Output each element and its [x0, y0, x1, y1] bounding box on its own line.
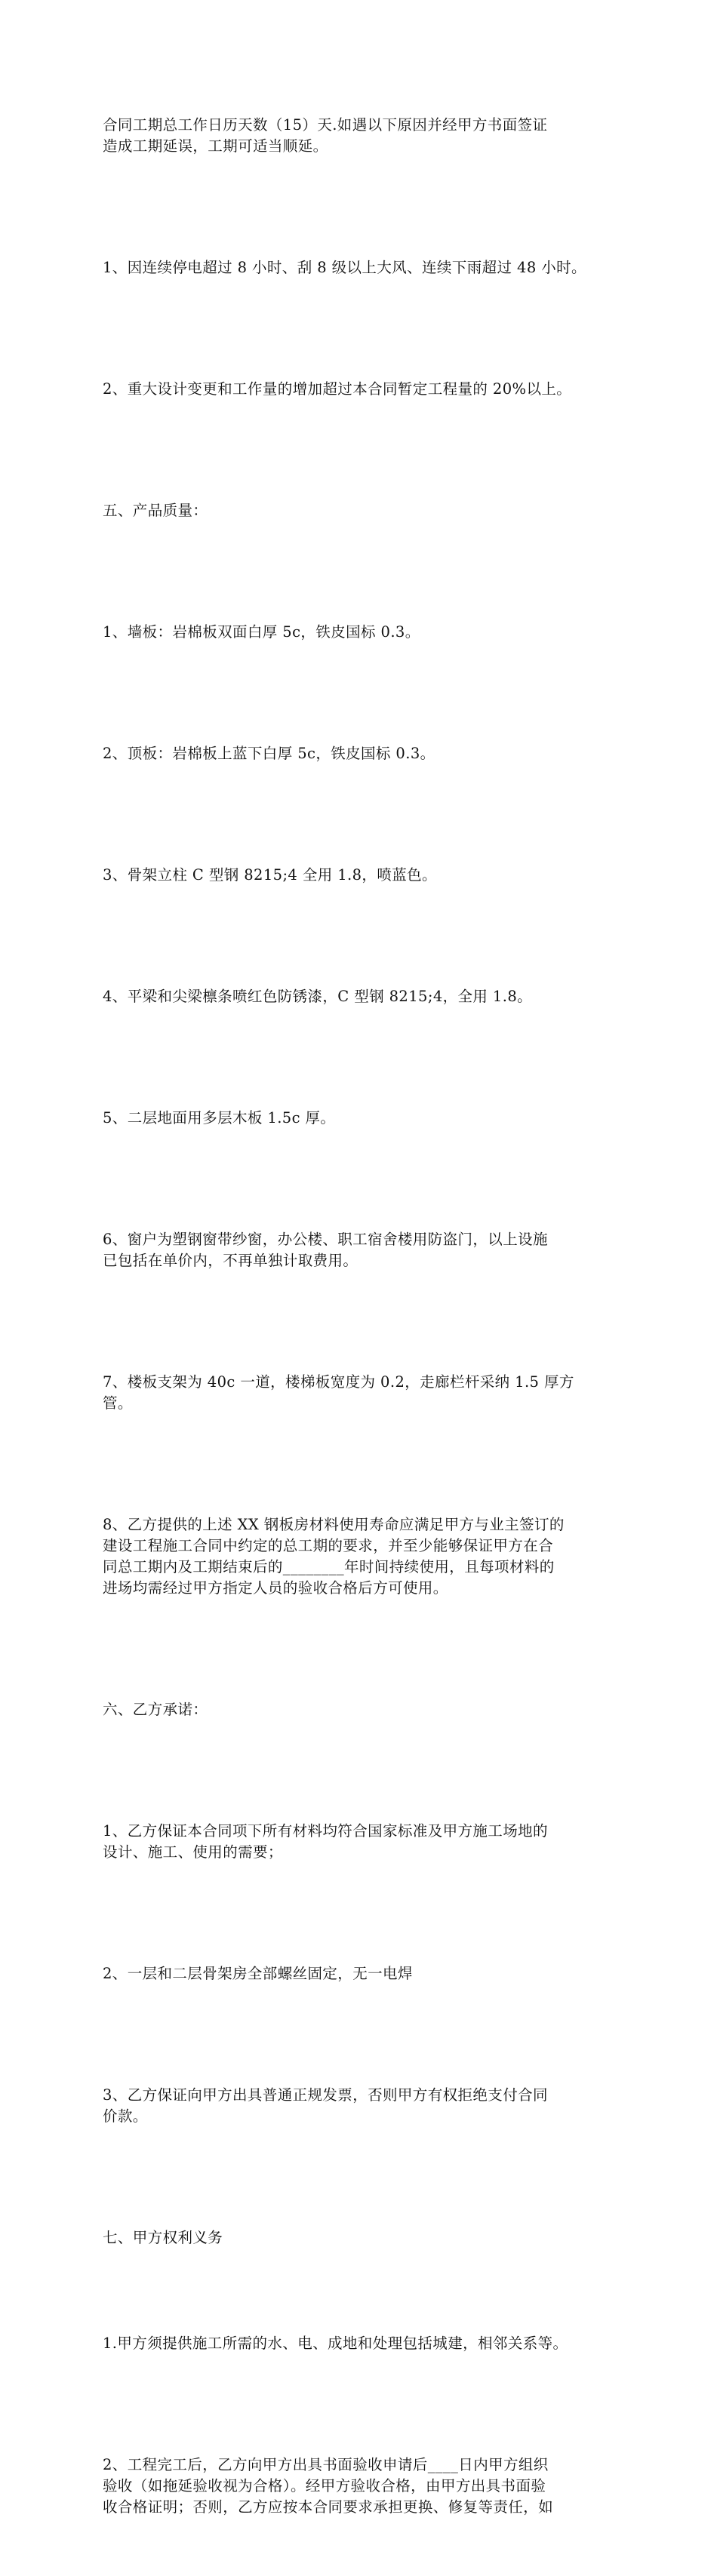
text-line: 1、乙方保证本合同项下所有材料均符合国家标准及甲方施工场地的	[103, 1822, 548, 1840]
section-heading-quality	[103, 458, 616, 564]
text-line: 2、重大设计变更和工作量的增加超过本合同暂定工程量的 20%以上。	[103, 380, 572, 398]
text-line: 设计、施工、使用的需要；	[103, 1843, 283, 1861]
paragraph-quality-4	[103, 944, 616, 1050]
text-line: 1、因连续停电超过 8 小时、刮 8 级以上大风、连续下雨超过 48 小时。	[103, 259, 586, 276]
paragraph-quality-3	[103, 822, 616, 928]
paragraph-quality-2	[103, 701, 616, 807]
text-line: 已包括在单价内，不再单独计取费用。	[103, 1252, 358, 1269]
text-line: 五、产品质量：	[103, 502, 208, 519]
text-line: 2、工程完工后，乙方向甲方出具书面验收申请后____日内甲方组织	[103, 2456, 549, 2473]
text-line: 3、骨架立柱 C 型钢 8215;4 全用 1.8，喷蓝色。	[103, 866, 437, 884]
paragraph-quality-6	[103, 1187, 616, 1314]
paragraph-promise-3	[103, 2043, 616, 2169]
paragraph-quality-8	[103, 1472, 616, 1641]
text-line: 3、乙方保证向甲方出具普通正规发票，否则甲方有权拒绝支付合同	[103, 2086, 548, 2104]
text-line: 六、乙方承诺：	[103, 1701, 208, 1718]
text-line: 8、乙方提供的上述 XX 钢板房材料使用寿命应满足甲方与业主签订的	[103, 1516, 565, 1533]
paragraph-quality-7	[103, 1329, 616, 1456]
text-line: 1.甲方须提供施工所需的水、电、成地和处理包括城建，相邻关系等。	[103, 2335, 568, 2352]
paragraph-party-a-2	[103, 2412, 616, 2560]
text-line: 同总工期内及工期结束后的________年时间持续使用，且每项材料的	[103, 1558, 555, 1575]
section-heading-party-a	[103, 2185, 616, 2291]
paragraph-quality-1	[103, 579, 616, 685]
paragraph-delay-reason-1	[103, 215, 616, 321]
paragraph-promise-2	[103, 1921, 616, 2027]
text-line: 造成工期延误，工期可适当顺延。	[103, 137, 328, 155]
text-line: 验收（如拖延验收视为合格）。经甲方验收合格，由甲方出具书面验	[103, 2477, 546, 2495]
text-line: 建设工程施工合同中约定的总工期的要求，并至少能够保证甲方在合	[103, 1537, 554, 1554]
text-line: 2、顶板：岩棉板上蓝下白厚 5c，铁皮国标 0.3。	[103, 745, 435, 762]
paragraph-schedule	[103, 72, 616, 199]
text-line: 1、墙板：岩棉板双面白厚 5c，铁皮国标 0.3。	[103, 623, 420, 641]
paragraph-party-a-1	[103, 2291, 616, 2396]
text-line: 2、一层和二层骨架房全部螺丝固定，无一电焊	[103, 1965, 413, 1982]
section-heading-promise	[103, 1657, 616, 1763]
text-line: 5、二层地面用多层木板 1.5c 厚。	[103, 1109, 336, 1127]
text-line: 4、平梁和尖梁檩条喷红色防锈漆，C 型钢 8215;4，全用 1.8。	[103, 988, 533, 1005]
text-line: 七、甲方权利义务	[103, 2229, 223, 2246]
text-line: 6、窗户为塑钢窗带纱窗，办公楼、职工宿舍楼用防盗门，以上设施	[103, 1231, 548, 1248]
paragraph-promise-1	[103, 1778, 616, 1905]
document-page	[103, 72, 616, 2576]
text-line: 进场均需经过甲方指定人员的验收合格后方可使用。	[103, 1579, 448, 1597]
text-line: 收合格证明；否则，乙方应按本合同要求承担更换、修复等责任，如	[103, 2498, 554, 2516]
text-line: 管。	[103, 1394, 133, 1412]
text-line: 7、楼板支架为 40c 一道，楼梯板宽度为 0.2，走廊栏杆采纳 1.5 厚方	[103, 1373, 574, 1391]
paragraph-delay-reason-2	[103, 337, 616, 442]
text-line: 合同工期总工作日历天数（15）天.如遇以下原因并经甲方书面签证	[103, 116, 548, 134]
text-line: 价款。	[103, 2107, 148, 2125]
paragraph-quality-5	[103, 1065, 616, 1171]
